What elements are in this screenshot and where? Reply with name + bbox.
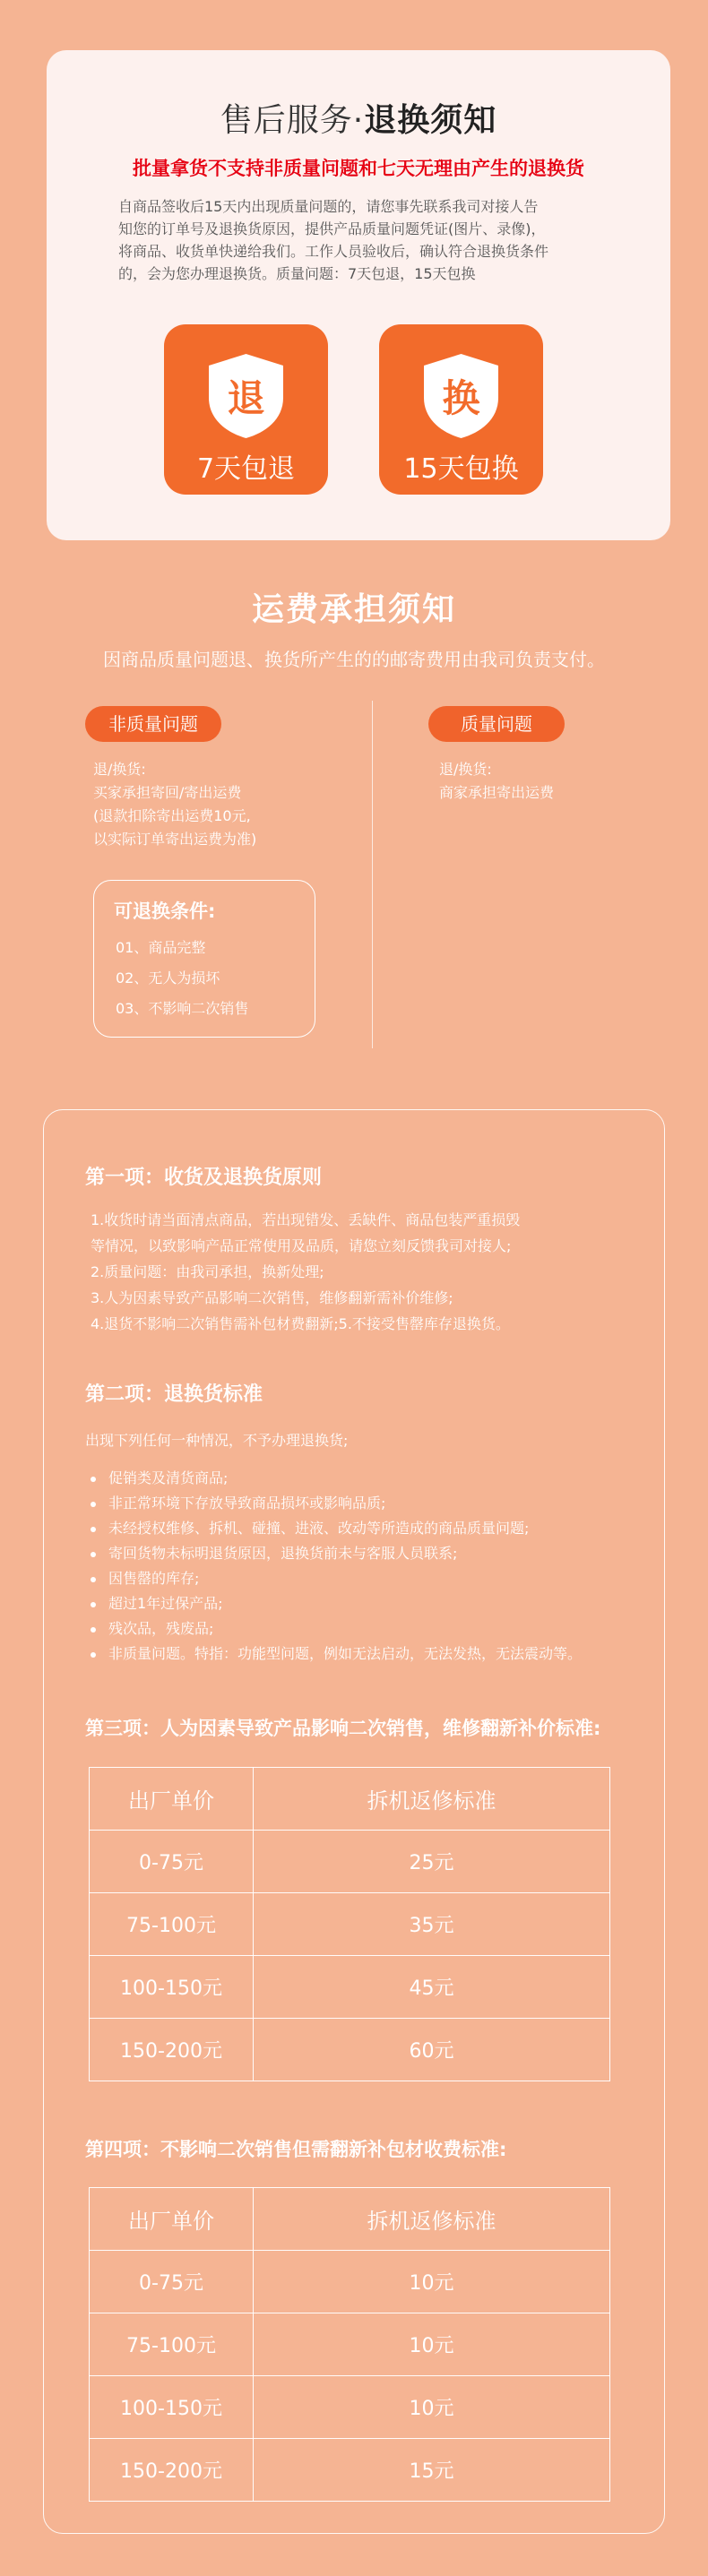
quality-line: 退/换货: [439,761,492,778]
desc-line: 知您的订单号及退换货原因，提供产品质量问题凭证(图片、录像)， [118,220,546,237]
rule-line: 4.退货不影响二次销售需补包材费翻新;5.不接受售罄库存退换货。 [91,1315,510,1332]
table-row [90,2251,610,2313]
rule-line: 3.人为因素导致产品影响二次销售，维修翻新需补价维修; [91,1289,453,1306]
rule-line: 2.质量问题：由我司承担，换新处理; [91,1263,324,1280]
condition-item: 02、无人为损坏 [116,969,220,986]
return-label: 7天包退 [196,453,296,485]
table-row [90,2313,610,2376]
exchange-glyph: 换 [442,376,480,420]
condition-item: 03、不影响二次销售 [116,1000,249,1017]
section-2-intro: 出现下列任何一种情况，不予办理退换货; [85,1432,349,1449]
return-conditions-box [93,880,315,1038]
exclusion-item: 非质量问题。特指：功能型问题，例如无法启动，无法发热，无法震动等。 [91,1642,582,1663]
fee-cell: 35元 [254,1893,610,1956]
quality-pill: 质量问题 [428,706,565,742]
return-glyph: 退 [227,376,265,420]
exchange-label: 15天包换 [403,453,519,485]
non-quality-line: 以实际订单寄出运费为准) [93,831,257,848]
title-plain: 售后服务· [220,102,365,139]
bulk-notice: 批量拿货不支持非质量问题和七天无理由产生的退换货 [133,158,584,179]
exclusion-item: 非正常环境下存放导致商品损坏或影响品质; [91,1492,385,1512]
return-badge [164,324,328,495]
fee-cell: 45元 [254,1956,610,2019]
quality-text [439,758,554,805]
non-quality-text [93,758,256,851]
table-header-row [90,2188,610,2251]
exclusion-item: 寄回货物未标明退货原因，退换货前未与客服人员联系; [91,1542,457,1563]
rule-line: 1.收货时请当面清点商品，若出现错发、丢缺件、商品包装严重损毁 [91,1211,521,1228]
section-4-title: 第四项：不影响二次销售但需翻新补包材收费标准: [85,2139,507,2160]
price-cell: 150-200元 [90,2019,254,2081]
conditions-title: 可退换条件: [114,900,216,922]
column-divider [372,701,373,1048]
section-2-title: 第二项：退换货标准 [85,1383,263,1406]
price-cell: 75-100元 [90,1893,254,1956]
non-quality-line: (退款扣除寄出运费10元, [93,807,251,824]
after-sales-card [47,50,670,540]
price-cell: 150-200元 [90,2439,254,2502]
desc-line: 的，会为您办理退换货。质量问题：7天包退，15天包换 [118,265,476,282]
fee-cell: 10元 [254,2251,610,2313]
header-standard: 拆机返修标准 [254,2188,610,2251]
table-row [90,2019,610,2081]
table-row [90,1831,610,1893]
header-price: 出厂单价 [90,1768,254,1831]
non-quality-line: 买家承担寄回/寄出运费 [93,784,242,801]
price-cell: 100-150元 [90,2376,254,2439]
fee-cell: 15元 [254,2439,610,2502]
quality-line: 商家承担寄出运费 [439,784,555,801]
price-cell: 100-150元 [90,1956,254,2019]
desc-line: 将商品、收货单快递给我们。工作人员验收后，确认符合退换货条件 [118,243,549,260]
section-1-title: 第一项：收货及退换货原则 [85,1167,323,1189]
shipping-subtitle: 因商品质量问题退、换货所产生的的邮寄费用由我司负责支付。 [103,649,605,670]
table-header-row [90,1768,610,1831]
table-row [90,1956,610,2019]
shipping-title: 运费承担须知 [251,591,456,628]
fee-cell: 10元 [254,2376,610,2439]
exclusion-item: 超过1年过保产品; [91,1592,223,1613]
title-bold: 退换须知 [364,102,497,139]
exclusion-item: 促销类及清货商品; [91,1467,228,1487]
desc-line: 自商品签收后15天内出现质量问题的，请您事先联系我司对接人告 [118,198,539,215]
non-quality-line: 退/换货: [93,761,146,778]
rule-line: 等情况，以致影响产品正常使用及品质，请您立刻反馈我司对接人; [91,1237,512,1254]
table-row [90,2439,610,2502]
exclusion-item: 未经授权维修、拆机、碰撞、进液、改动等所造成的商品质量问题; [91,1517,529,1538]
non-quality-pill: 非质量问题 [85,706,221,742]
repair-fee-table [89,1767,610,2081]
table-row [90,1893,610,1956]
exclusion-item: 因售罄的库存; [91,1567,199,1588]
table-row [90,2376,610,2439]
exclusion-item: 残次品，残废品; [91,1617,213,1638]
exchange-badge [379,324,543,495]
price-cell: 0-75元 [90,1831,254,1893]
after-sales-title [47,95,670,141]
section-3-title: 第三项：人为因素导致产品影响二次销售，维修翻新补价标准: [85,1718,601,1739]
rules-card [43,1109,665,2534]
fee-cell: 60元 [254,2019,610,2081]
return-description [118,195,602,285]
packaging-fee-table [89,2187,610,2502]
header-standard: 拆机返修标准 [254,1768,610,1831]
fee-cell: 10元 [254,2313,610,2376]
header-price: 出厂单价 [90,2188,254,2251]
price-cell: 75-100元 [90,2313,254,2376]
price-cell: 0-75元 [90,2251,254,2313]
condition-item: 01、商品完整 [116,939,206,956]
fee-cell: 25元 [254,1831,610,1893]
